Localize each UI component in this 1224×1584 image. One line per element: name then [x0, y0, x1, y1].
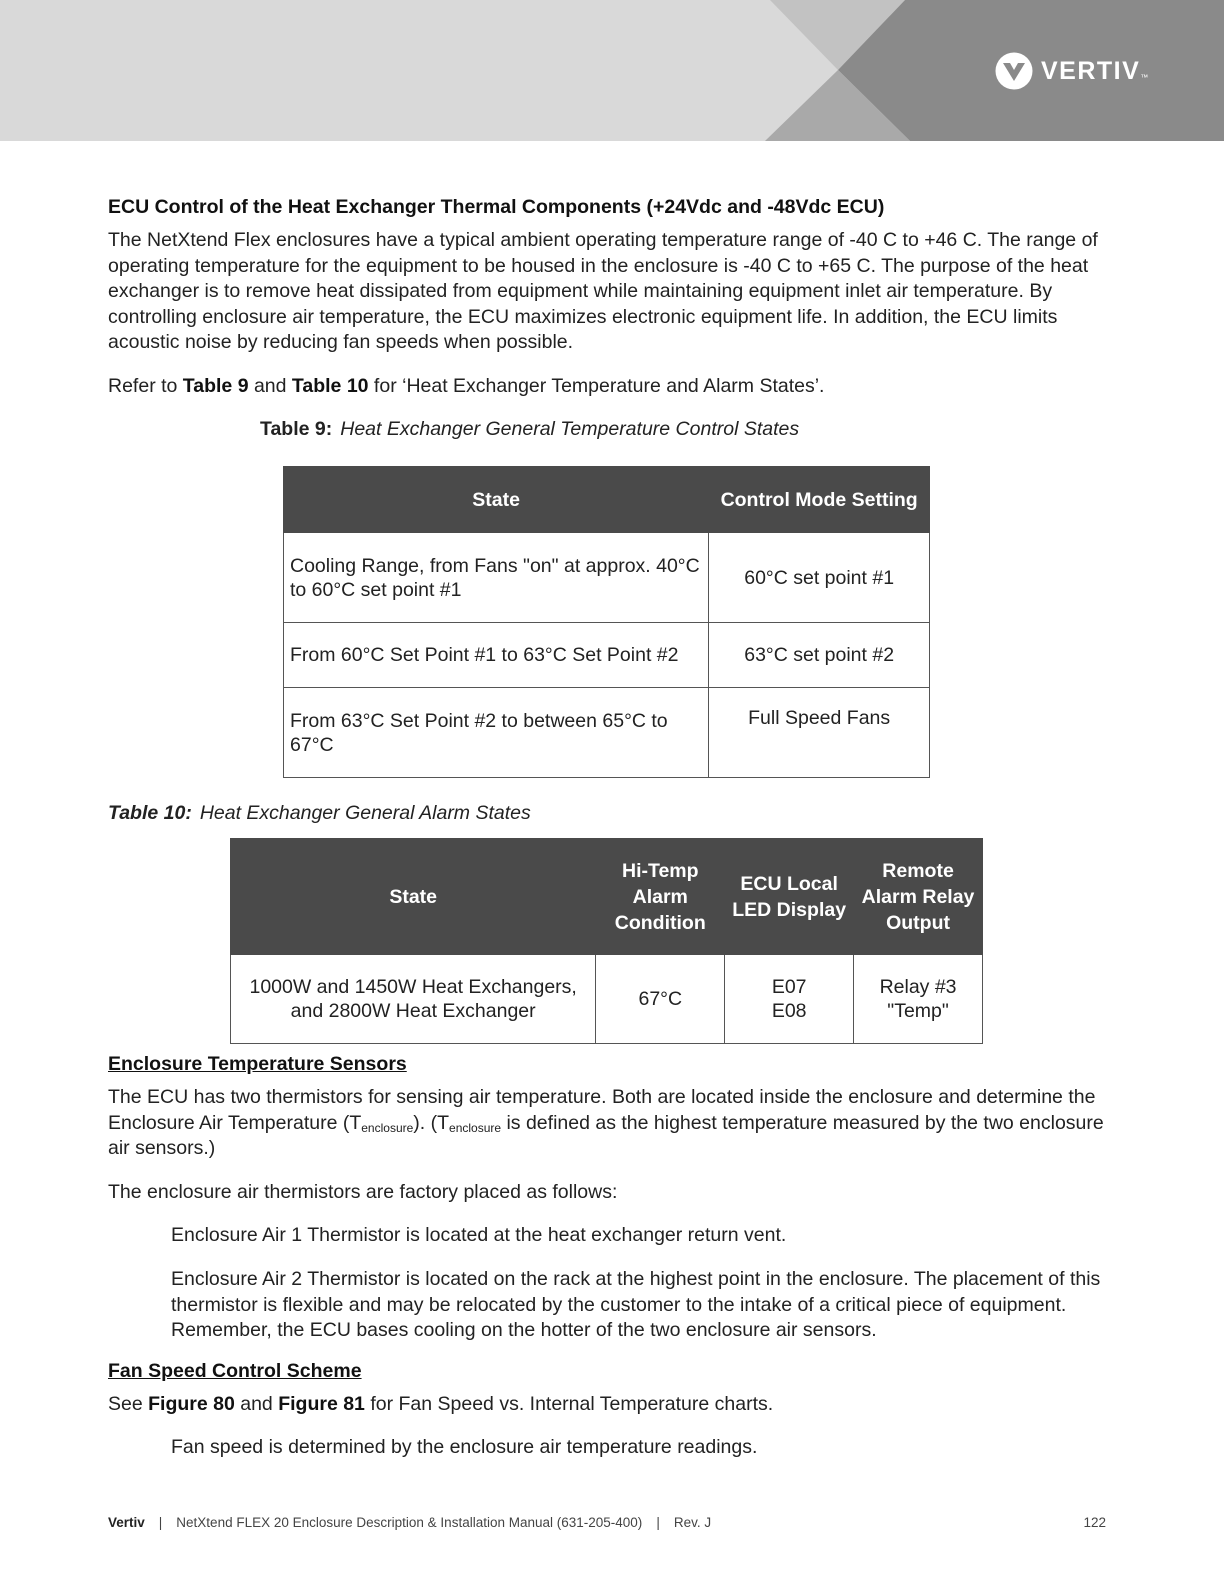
subscript-enclosure: enclosure: [449, 1120, 502, 1135]
refer-prefix: Refer to: [108, 375, 183, 397]
table10-cell-led: [725, 955, 854, 1044]
table-row: [231, 955, 983, 1044]
table-row: [284, 533, 930, 623]
table9-cell-state: From 63°C Set Point #2 to between 65°C to 67°C: [284, 688, 709, 778]
page-number: 122: [1083, 1515, 1106, 1530]
page-footer: [108, 1515, 1106, 1530]
table10-header-alarm: Hi-Temp Alarm Condition: [596, 839, 725, 955]
led-code-1: E07: [771, 976, 807, 998]
figure81-link[interactable]: Figure 81: [278, 1393, 365, 1415]
footer-brand: Vertiv: [108, 1515, 145, 1530]
relay-line-2: "Temp": [887, 1000, 949, 1022]
fan-see-mid: and: [234, 1393, 279, 1415]
section-title-ecu-control: ECU Control of the Heat Exchanger Thermal Components (+24Vdc and -48Vdc ECU): [108, 196, 885, 218]
sensors-text-b: ). (T: [413, 1111, 450, 1134]
table9-cell-state: Cooling Range, from Fans "on" at approx. 40°C to 60°C set point #1: [284, 533, 709, 623]
fan-see-prefix: See: [108, 1393, 149, 1415]
table10-header-relay: Remote Alarm Relay Output: [854, 839, 983, 955]
table9-title: Heat Exchanger General Temperature Control States: [340, 418, 800, 440]
thermistor-item-2: Enclosure Air 2 Thermistor is located on the rack at the highest point in the enclosure. The placement of this thermistor is flexible and may be relocated by the customer to the intake of a critical piece of equipment. Remember, the ECU bases cooling on the hotter of the two enclosure air sensors.: [171, 1268, 1101, 1341]
section-title-fan-speed: Fan Speed Control Scheme: [108, 1360, 362, 1382]
led-code-2: E08: [771, 1000, 807, 1022]
sensors-text-c: is defined as the highest temperature measured by the two enclosure air sensors.): [108, 1111, 1104, 1159]
table-row: [284, 623, 930, 688]
table9-header-control-mode: Control Mode Setting: [709, 467, 930, 533]
table9-cell-setting: Full Speed Fans: [709, 688, 930, 778]
table9: [283, 466, 930, 778]
page-header: [0, 0, 1224, 141]
thermistor-intro: The enclosure air thermistors are factory placed as follows:: [108, 1181, 618, 1203]
sensors-text-a: The ECU has two thermistors for sensing air temperature. Both are located inside the enclosure and determine the Enclosure Air Temperature (T: [108, 1086, 1096, 1134]
table9-header-state: State: [284, 467, 709, 533]
table9-cell-state: From 60°C Set Point #1 to 63°C Set Point #2: [284, 623, 709, 688]
table10-header-state: State: [231, 839, 596, 955]
refer-suffix: for ‘Heat Exchanger Temperature and Alarm States’.: [368, 375, 825, 397]
state-line-1: 1000W and 1450W Heat Exchangers,: [249, 976, 577, 998]
subscript-enclosure: enclosure: [361, 1120, 414, 1135]
trademark: ™: [1140, 73, 1149, 82]
table10-header-led: ECU Local LED Display: [725, 839, 854, 955]
table10-cell-relay: [854, 955, 983, 1044]
table9-link[interactable]: Table 9: [182, 375, 249, 397]
table10-cell-alarm: 67°C: [596, 955, 725, 1044]
relay-line-1: Relay #3: [879, 976, 957, 998]
brand-name: VERTIV: [1041, 56, 1141, 85]
fan-see-suffix: for Fan Speed vs. Internal Temperature charts.: [364, 1393, 774, 1415]
table9-caption: [260, 418, 799, 441]
vertiv-logo-icon: [995, 52, 1033, 90]
table10-caption: [108, 802, 531, 825]
section-title-sensors: Enclosure Temperature Sensors: [108, 1053, 407, 1075]
footer-separator: |: [656, 1515, 660, 1530]
vertiv-logo: [995, 52, 1148, 90]
table9-cell-setting: 60°C set point #1: [709, 533, 930, 623]
fan-item-1: Fan speed is determined by the enclosure air temperature readings.: [171, 1436, 758, 1458]
table10: [230, 838, 983, 1044]
footer-title: NetXtend FLEX 20 Enclosure Description & Installation Manual (631-205-400): [176, 1515, 643, 1530]
table10-title: Heat Exchanger General Alarm States: [199, 802, 531, 824]
table9-cell-setting: 63°C set point #2: [709, 623, 930, 688]
figure80-link[interactable]: Figure 80: [148, 1393, 235, 1415]
table9-label: Table 9:: [260, 418, 333, 440]
table10-label: Table 10:: [108, 802, 192, 824]
table-row: [284, 688, 930, 778]
intro-paragraph: The NetXtend Flex enclosures have a typical ambient operating temperature range of -40 C to +46 C. The range of operating temperature for the equipment to be housed in the enclosure is -40 C to +65 C. The purpose of the heat exchanger is to remove heat dissipated from equipment while maintaining equipment inlet air temperature. By controlling enclosure air temperature, the ECU maximizes electronic equipment life. In addition, the ECU limits acoustic noise by reducing fan speeds when possible.: [108, 229, 1098, 353]
state-line-2: and 2800W Heat Exchanger: [290, 1000, 536, 1022]
table10-cell-state: [231, 955, 596, 1044]
sensors-paragraph: [108, 1085, 1108, 1162]
footer-revision: Rev. J: [673, 1515, 712, 1530]
thermistor-item-1: Enclosure Air 1 Thermistor is located at the heat exchanger return vent.: [171, 1224, 787, 1246]
footer-separator: |: [158, 1515, 163, 1530]
refer-paragraph: [108, 374, 1108, 400]
fan-see-paragraph: [108, 1392, 1108, 1418]
table10-link[interactable]: Table 10: [291, 375, 369, 397]
refer-mid: and: [248, 375, 292, 397]
